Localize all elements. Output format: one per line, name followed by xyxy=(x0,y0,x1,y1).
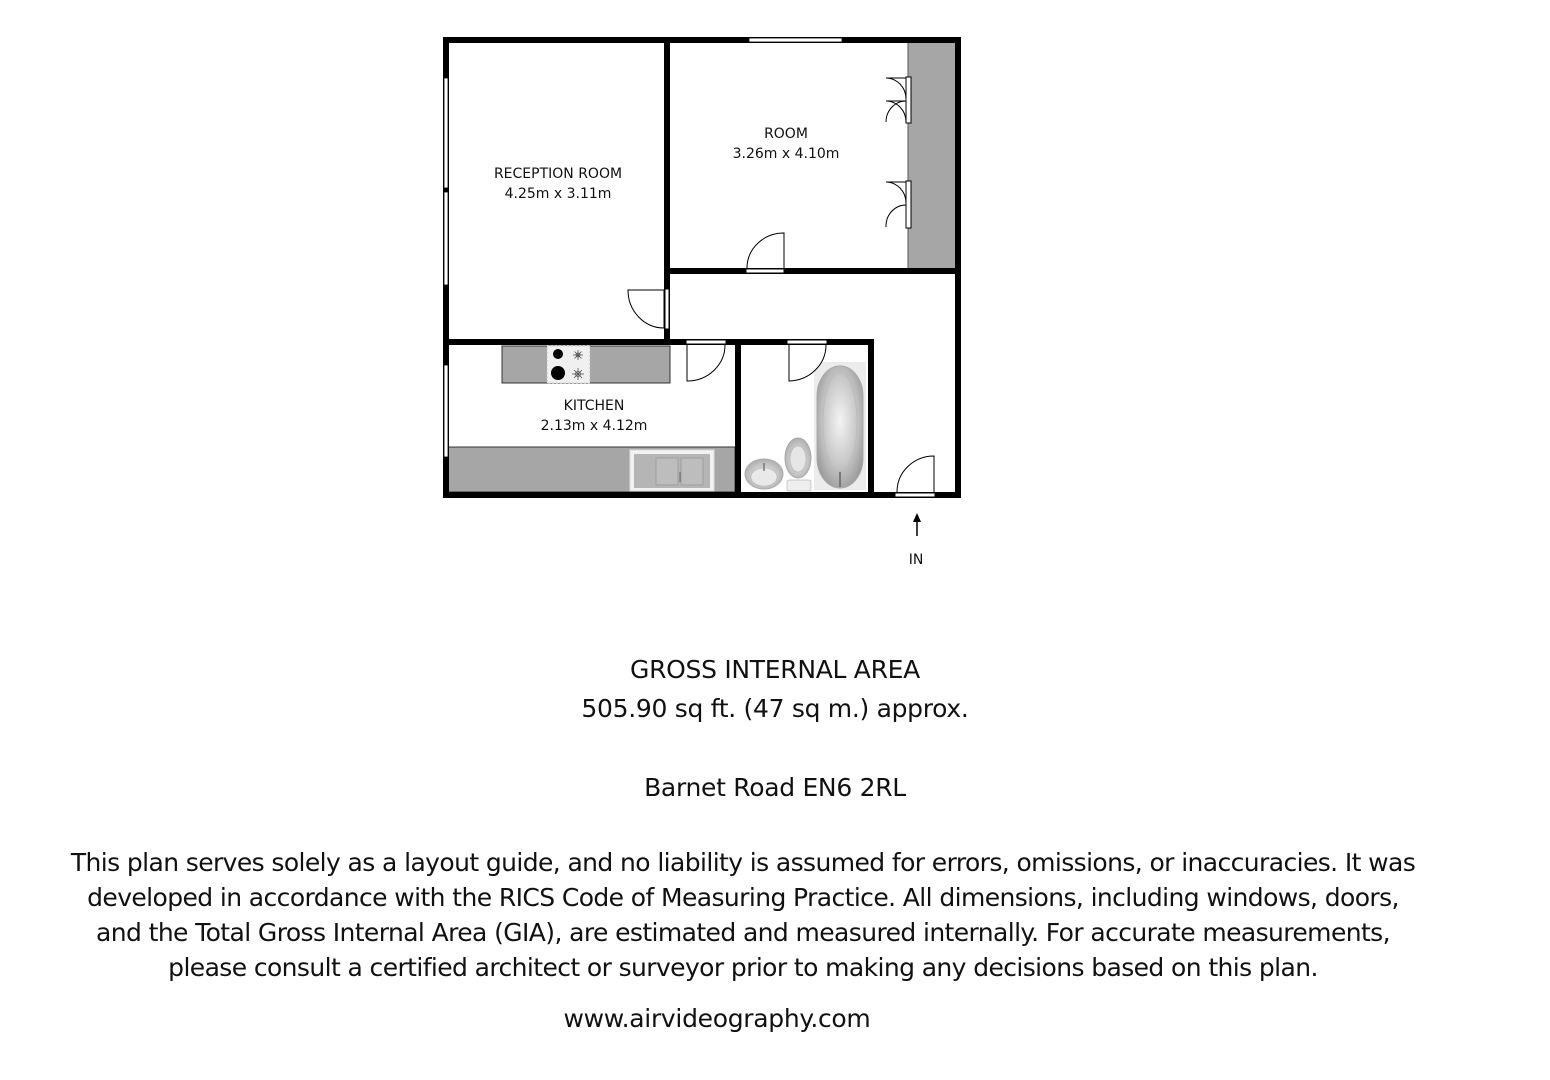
window xyxy=(444,192,448,285)
room-dims-room: 3.26m x 4.10m xyxy=(732,146,840,162)
wardrobe xyxy=(908,42,956,270)
entrance-arrow-icon xyxy=(913,513,921,536)
entrance-label: IN xyxy=(908,552,924,568)
toilet-seat xyxy=(790,446,806,472)
sink-bowl xyxy=(681,458,703,485)
room-name-room: ROOM xyxy=(764,126,808,142)
website-link[interactable]: www.airvideography.com xyxy=(563,1004,871,1033)
walls xyxy=(443,37,961,498)
hob-dial-icon xyxy=(573,350,583,360)
gia-title: GROSS INTERNAL AREA xyxy=(630,655,920,684)
disclaimer-line: and the Total Gross Internal Area (GIA), are estimated and measured internally. For accurate measurements, xyxy=(96,918,1390,947)
window xyxy=(749,38,842,42)
hob-burner-icon xyxy=(553,349,563,359)
room-dims-kitchen: 2.13m x 4.12m xyxy=(540,418,648,434)
hob-burner-icon xyxy=(551,366,565,380)
sink-bowl xyxy=(656,458,678,485)
room-dims-reception: 4.25m x 3.11m xyxy=(504,186,612,202)
property-address: Barnet Road EN6 2RL xyxy=(644,773,906,802)
window xyxy=(444,365,448,457)
room-name-kitchen: KITCHEN xyxy=(563,398,625,414)
disclaimer-line: developed in accordance with the RICS Code of Measuring Practice. All dimensions, including windows, doors, xyxy=(87,883,1399,912)
bathtub xyxy=(817,366,863,488)
gia-area: 505.90 sq ft. (47 sq m.) approx. xyxy=(581,694,969,723)
toilet-cistern xyxy=(787,480,811,491)
window xyxy=(444,78,448,188)
disclaimer-line: This plan serves solely as a layout guide, and no liability is assumed for errors, omissions, or inaccuracies. It was xyxy=(70,848,1416,877)
room-name-reception: RECEPTION ROOM xyxy=(493,166,623,182)
disclaimer-line: please consult a certified architect or surveyor prior to making any decisions based on this plan. xyxy=(168,953,1318,982)
disclaimer xyxy=(0,845,1518,985)
